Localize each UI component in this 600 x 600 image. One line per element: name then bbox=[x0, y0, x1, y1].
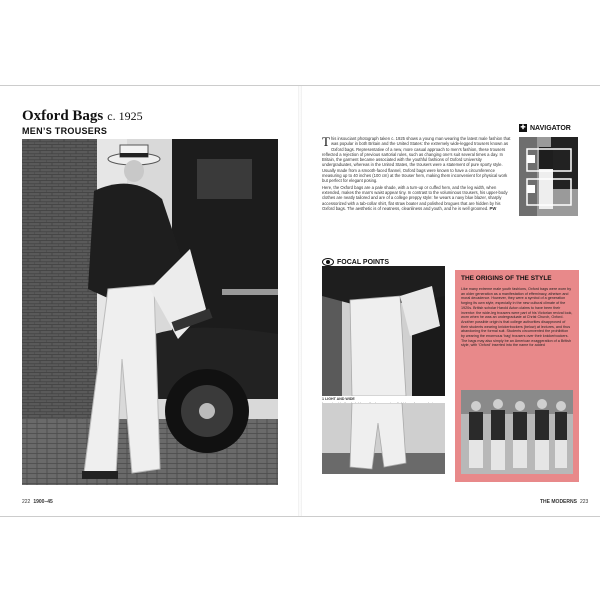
focal-point-photo-1 bbox=[322, 266, 445, 396]
intro-paragraph-2: Here, the Oxford bags are a pale shade, with a turn-up or cuffed hem, and the leg width, when extended, makes the man’s waist appear tiny. In contrast to the voluminous trousers, his upper-body clothes are neatly tailored and are of a college preppy style: he wears a navy blue blazer, sharply accessorized with a tab-collar shirt, flat straw boater and polished brogues that are hidden by his Oxford bags. The aesthetic is of neatness, cleanliness and youth, and he is well groomed. PW bbox=[322, 184, 508, 211]
origins-sidebar bbox=[455, 270, 579, 482]
origins-body: Like many extreme male youth fashions, Oxford bags were worn by an older generation as a manifestation of effeminacy, atheism and moral decadence. However, they were a symbol of a generation forging its own style, especially in the new cultural climate of the 1920s. British scholar Harold Acton claims to have been their inventor: the wide-leg trousers were part of his Victorian revival look, worn when he was an undergraduate at Christ Church, Oxford. Another possible origin is that college authorities disapproved of their students wearing knickerbockers (below) at lectures, and thus abandoning the formal suit. Students circumvented the prohibition by wearing the enormous ‘bag’ trousers over their knickerbockers. The bags may also simply be an American exaggeration of a British style, with ‘Oxford’ inserted into the name for added bbox=[461, 287, 573, 348]
origins-photograph bbox=[461, 390, 573, 474]
eye-icon bbox=[322, 258, 334, 266]
focal-points-heading: FOCAL POINTS bbox=[322, 258, 389, 266]
author-initials: PW bbox=[489, 205, 497, 211]
navigator-icon: ✚ bbox=[520, 125, 526, 131]
left-folio: 222 1900–45 bbox=[22, 499, 53, 505]
drop-cap: T bbox=[322, 134, 330, 149]
page-title bbox=[22, 108, 143, 125]
magazine-spread bbox=[0, 85, 600, 517]
title-date: c. 1925 bbox=[107, 109, 143, 123]
navigator-thumbnail bbox=[519, 137, 578, 216]
intro-paragraph-1: This insouciant photograph taken c. 1925 shows a young man wearing the latest male fashion that was popular in both Britain and the United States: the extremely wide-legged trousers known as Oxford bags. Representative of a new, more casual approach to men’s fashion, these trousers reflected a rejection of previous sartorial rules, such as changing one’s suit several times a day. In Britain, the garment became associated with the youthful fashions of Oxford University undergraduates, whereas in the United States, the trousers were a statement of pure sporty style. Usually made from a smooth-faced flannel, Oxford bags were known to have a circumference measuring up to 40 inches (100 cm) at the trouser hem, making them inconvenient for physical work but perfect for elegant posing. bbox=[322, 134, 511, 184]
focal-point-photo-2 bbox=[322, 403, 445, 474]
main-photograph bbox=[22, 139, 278, 485]
navigator-heading: ✚ NAVIGATOR bbox=[520, 124, 571, 132]
focal-point-caption-1: 1 LIGHT AND WIDE bbox=[322, 397, 355, 401]
page-gutter bbox=[298, 86, 302, 516]
origins-title: THE ORIGINS OF THE STYLE bbox=[461, 275, 552, 282]
page-subtitle: MEN’S TROUSERS bbox=[22, 126, 108, 136]
title-text: Oxford Bags bbox=[22, 108, 104, 124]
intro-text bbox=[322, 136, 512, 212]
right-folio: THE MODERNS 223 bbox=[540, 499, 589, 505]
